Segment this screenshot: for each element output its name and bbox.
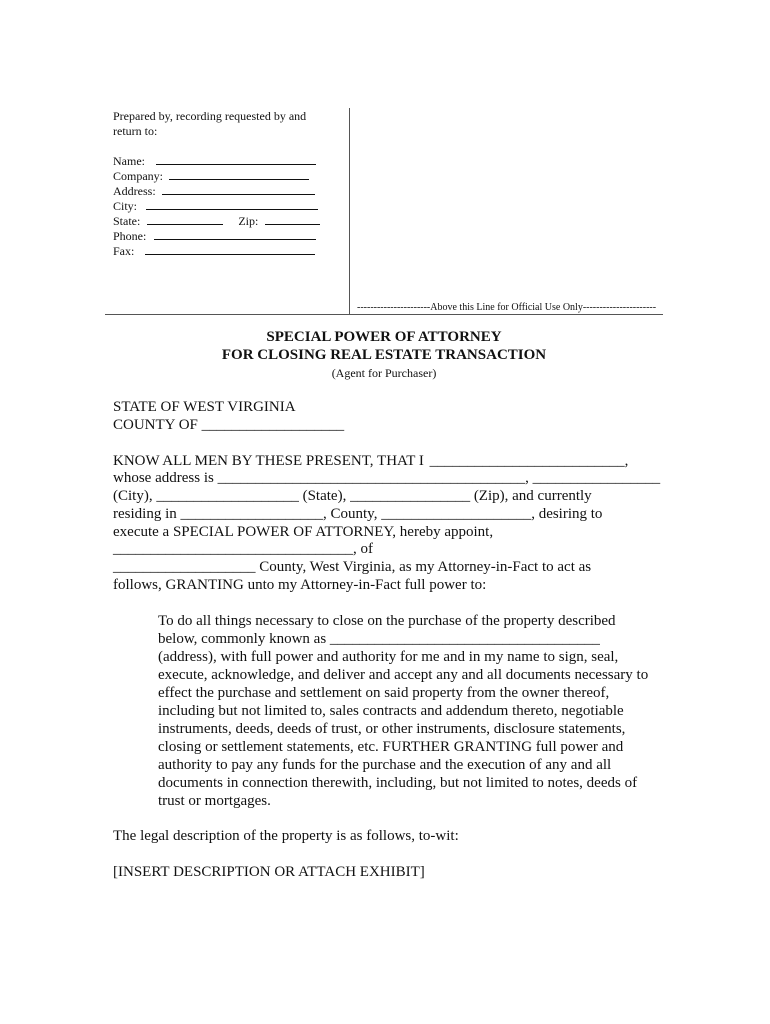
intro-line-4: residing in ___________________, County, ____________________, desiring to — [113, 506, 603, 522]
grant-line-9: authority to pay any funds for the purchase and the execution of any and all — [158, 757, 612, 773]
grant-line-7: instruments, deeds, deeds of trust, or other instruments, disclosure statements, — [158, 721, 626, 737]
grant-line-11: trust or mortgages. — [158, 793, 271, 809]
company-field — [113, 168, 309, 184]
name-blank[interactable] — [156, 153, 316, 165]
company-label: Company: — [113, 169, 163, 183]
official-use-line: ----------------------Above this Line for Official Use Only---------------------- — [357, 302, 657, 313]
city-label: City: — [113, 199, 138, 213]
name-label: Name: — [113, 154, 145, 168]
name-field — [113, 153, 316, 169]
document-title-line2: FOR CLOSING REAL ESTATE TRANSACTION — [221, 347, 547, 363]
city-field — [113, 198, 318, 214]
venue-state: STATE OF WEST VIRGINIA — [113, 399, 296, 415]
intro-line-3: (City), ___________________ (State), ________________ (Zip), and currently — [113, 488, 592, 504]
company-blank[interactable] — [169, 168, 309, 180]
phone-field — [113, 228, 316, 244]
phone-blank[interactable] — [154, 228, 316, 240]
fax-field — [113, 243, 315, 259]
fax-blank[interactable] — [145, 243, 315, 255]
address-blank[interactable] — [162, 183, 315, 195]
prepared-by-line1: Prepared by, recording requested by and — [113, 109, 307, 123]
grant-line-6: including but not limited to, sales contracts and addendum thereto, negotiable — [158, 703, 624, 719]
state-zip-field — [113, 213, 320, 229]
header-vertical-divider — [349, 108, 350, 314]
state-blank[interactable] — [147, 213, 223, 225]
phone-label: Phone: — [113, 229, 147, 243]
zip-blank[interactable] — [265, 213, 320, 225]
address-field — [113, 183, 315, 199]
venue-county: COUNTY OF ___________________ — [113, 417, 345, 433]
prepared-by-line2: return to: — [113, 124, 158, 138]
document-subtitle: (Agent for Purchaser) — [331, 366, 437, 380]
grant-line-5: effect the purchase and settlement on said property from the owner thereof, — [158, 685, 610, 701]
intro-line-1-text: KNOW ALL MEN BY THESE PRESENT, THAT I — [113, 453, 424, 469]
intro-line-7: ___________________ County, West Virginia, as my Attorney-in-Fact to act as — [113, 559, 592, 575]
intro-line-2: whose address is _________________________________________, _________________ — [113, 470, 661, 486]
intro-line-8: follows, GRANTING unto my Attorney-in-Fact full power to: — [113, 577, 487, 593]
insert-description-placeholder: [INSERT DESCRIPTION OR ATTACH EXHIBIT] — [113, 864, 425, 880]
grant-line-2: below, commonly known as ____________________________________ — [158, 631, 600, 647]
grant-line-3: (address), with full power and authority for me and in my name to sign, seal, — [158, 649, 619, 665]
intro-line-6: ________________________________, of — [113, 541, 373, 557]
city-blank[interactable] — [146, 198, 318, 210]
grant-line-1: To do all things necessary to close on the purchase of the property described — [158, 613, 616, 629]
fax-label: Fax: — [113, 244, 135, 258]
grant-line-4: execute, acknowledge, and deliver and accept any and all documents necessary to — [158, 667, 649, 683]
grant-line-10: documents in connection therewith, including, but not limited to notes, deeds of — [158, 775, 638, 791]
header-horizontal-divider — [105, 314, 663, 315]
address-label: Address: — [113, 184, 156, 198]
principal-name-blank[interactable]: __________________________ — [429, 453, 625, 469]
intro-line-1-comma: , — [624, 453, 629, 469]
zip-label: Zip: — [238, 214, 259, 228]
legal-description-line: The legal description of the property is as follows, to-wit: — [113, 828, 459, 844]
intro-line-5: execute a SPECIAL POWER OF ATTORNEY, hereby appoint, — [113, 524, 494, 540]
grant-line-8: closing or settlement statements, etc. FURTHER GRANTING full power and — [158, 739, 624, 755]
intro-line-1 — [113, 453, 628, 471]
document-title: SPECIAL POWER OF ATTORNEY — [266, 329, 502, 345]
state-label: State: — [113, 214, 141, 228]
